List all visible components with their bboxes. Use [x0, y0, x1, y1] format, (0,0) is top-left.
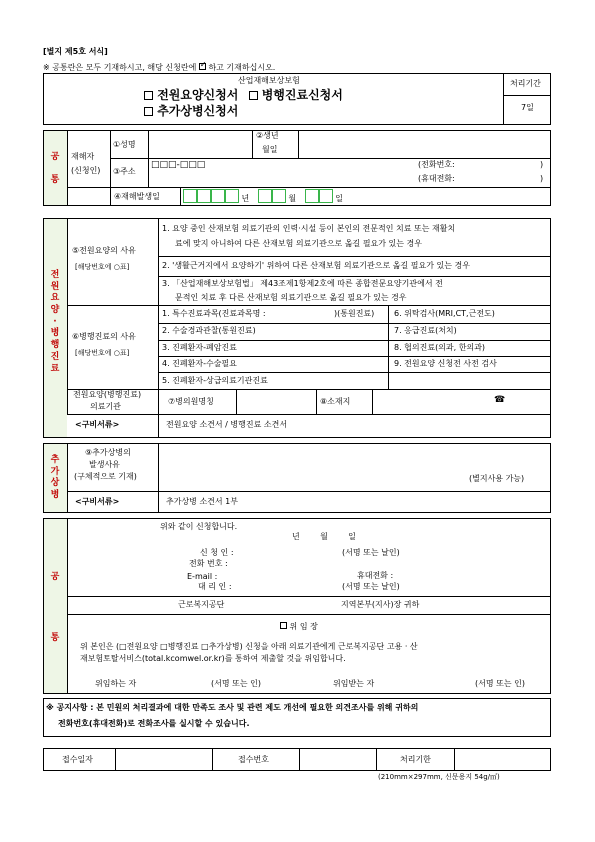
additional-docs-value: 추가상병 소견서 1부: [166, 497, 238, 506]
accident-date-field[interactable]: [183, 189, 343, 203]
accident-date-label: ④재해발생일: [114, 192, 160, 201]
mobile-label: (휴대전화:: [418, 174, 455, 183]
digit-box[interactable]: [319, 189, 333, 203]
hospital-name-field[interactable]: [238, 391, 314, 412]
delegator-label: 위임하는 자: [95, 679, 137, 688]
victim-label: 재해자: [71, 152, 95, 161]
name-label: ①성명: [113, 140, 136, 149]
institution-label-sub: 의료기관: [90, 402, 121, 411]
parallel-reason-5[interactable]: 5. 진폐환자-상급의료기관진료: [162, 376, 268, 385]
birth-field[interactable]: [300, 132, 549, 156]
applicant-phone-label: 전화 번호 :: [189, 559, 228, 568]
phone-label: (전화번호:: [418, 160, 455, 169]
receipt-table: [43, 748, 551, 771]
transfer-docs-label: <구비서류>: [75, 420, 120, 429]
zipcode-field[interactable]: □□□-□□□: [151, 160, 206, 170]
parallel-reason-1[interactable]: 1. 특수진료과목(진료과목명 :: [162, 309, 266, 318]
month-label: 월: [288, 194, 297, 203]
option-parallel-label: 병행진료신청서: [261, 88, 343, 102]
applicant-email-label: E-mail :: [187, 572, 218, 581]
delegation-title: [280, 622, 318, 631]
birth-label: ②생년: [256, 131, 279, 140]
receipt-date-label: 접수일자: [62, 755, 93, 764]
option-transfer[interactable]: [144, 89, 343, 101]
location-label: ⑧소재지: [320, 397, 351, 406]
additional-reason-label-3: (구체적으로 기재): [74, 472, 137, 481]
delegation-title-text: 위 임 장: [289, 622, 318, 631]
application-section-label-1: 공: [50, 572, 60, 582]
parallel-reason-8[interactable]: 8. 협의진료(의과, 한의과): [394, 343, 486, 352]
instruction-note: [43, 60, 276, 72]
branch-recipient: 지역본부(지사)장 귀하: [341, 600, 420, 609]
institution-label: 전원요양(병행진료): [73, 390, 142, 399]
checkbox-icon[interactable]: [144, 91, 153, 100]
phone-close: ): [540, 160, 544, 169]
parallel-reason-note: [해당번호에 ○표]: [75, 349, 130, 357]
digit-box[interactable]: [305, 189, 319, 203]
additional-reason-label-2: 발생사유: [89, 460, 120, 469]
parallel-reason-2[interactable]: 2. 수술경과관찰(통원진료): [162, 326, 256, 335]
transfer-section-label: 전 원 요 양 · 병 행 진 료: [50, 270, 60, 374]
address-label: ③주소: [113, 167, 136, 176]
delegatee-sign[interactable]: (서명 또는 인): [475, 679, 525, 688]
checkbox-icon[interactable]: [144, 107, 153, 116]
digit-box[interactable]: [258, 189, 272, 203]
name-field[interactable]: [150, 132, 250, 156]
digit-box[interactable]: [272, 189, 286, 203]
option-additional-label: 추가상병신청서: [157, 104, 239, 118]
applicant-sign[interactable]: (서명 또는 날인): [342, 548, 400, 557]
transfer-reason-3[interactable]: 3. 「산업재해보상보험법」 제43조제1항제2호에 따른 종합전문요양기관에서 전: [162, 279, 443, 288]
receipt-number-label: 접수번호: [238, 755, 269, 764]
application-statement: 위와 같이 신청합니다.: [160, 522, 238, 531]
option-additional[interactable]: [144, 105, 238, 117]
option-transfer-label: 전원요양신청서: [157, 88, 239, 102]
delegator-sign[interactable]: (서명 또는 인): [211, 679, 261, 688]
parallel-reason-7[interactable]: 7. 응급진료(처치): [394, 326, 457, 335]
agent-sign[interactable]: (서명 또는 날인): [342, 582, 400, 591]
delegation-text-1: 위 본인은 (□전원요양 □병행진료 □추가상병) 신청을 아래 의료기관에게 근로복지공단 고용 · 산: [80, 642, 418, 651]
additional-section-label: 추 가 상 병: [50, 455, 60, 501]
application-section-label-2: 통: [50, 633, 60, 643]
transfer-reason-label: ⑤전원요양의 사유: [72, 246, 136, 255]
birth-label-sub: 월일: [262, 145, 278, 154]
attachment-note: (별지사용 가능): [469, 474, 525, 483]
digit-box[interactable]: [225, 189, 239, 203]
common-section-label: 공 통: [50, 152, 60, 185]
transfer-reason-3b: 문적인 치료 후 다른 산재보험 의료기관으로 옮길 필요가 있는 경우: [175, 293, 407, 302]
application-section: [43, 518, 551, 694]
year-label: 년: [241, 194, 250, 203]
checked-box-icon: ✓: [199, 60, 207, 69]
deadline-label: 처리기한: [400, 755, 431, 764]
delegation-text-2: 재보험토탈서비스(total.kcomwel.or.kr)를 통하여 제출할 것을 위임합니다.: [80, 654, 346, 663]
additional-docs-label: <구비서류>: [75, 497, 120, 506]
form-number: [별지 제5호 서식]: [43, 47, 108, 56]
transfer-reason-1b: 료에 맞지 아니하여 다른 산재보험 의료기관으로 옮길 필요가 있는 경우: [175, 239, 422, 248]
insurance-title: 산업재해보상보험: [238, 76, 300, 85]
notice-line-2: 전화번호(휴대전화)로 전화조사를 실시할 수 있습니다.: [58, 719, 250, 728]
processing-period-label: 처리기간: [510, 79, 541, 88]
location-field[interactable]: [374, 391, 474, 412]
parallel-reason-9[interactable]: 9. 전원요양 신청전 사전 검사: [394, 359, 497, 368]
digit-box[interactable]: [197, 189, 211, 203]
checkbox-icon[interactable]: [280, 622, 287, 629]
parallel-reason-6[interactable]: 6. 위탁검사(MRI,CT,근전도): [394, 309, 495, 318]
delegatee-label: 위임받는 자: [333, 679, 375, 688]
organization-name: 근로복지공단: [178, 600, 225, 609]
parallel-reason-3[interactable]: 3. 진폐환자-폐암진료: [162, 343, 237, 352]
parallel-reason-label: ⑥병행진료의 사유: [72, 332, 136, 341]
paper-spec: (210mm×297mm, 신문용지 54g/㎡): [378, 773, 500, 781]
applicant-mobile-label: 휴대전화 :: [357, 571, 394, 580]
hospital-name-label: ⑦병의원명칭: [168, 397, 214, 406]
transfer-docs-value: 전원요양 소견서 / 병행진료 소견서: [166, 420, 288, 429]
applicant-label: 신 청 인 :: [200, 548, 234, 557]
mobile-close: ): [540, 174, 544, 183]
transfer-reason-1[interactable]: 1. 요양 중인 산재보험 의료기관의 인력·시설 등이 본인의 전문적인 치료 또는 재활치: [162, 224, 456, 233]
application-date[interactable]: 년 월 일: [292, 532, 356, 541]
day-label: 일: [335, 194, 343, 203]
transfer-reason-2[interactable]: 2. '생활근거지에서 요양하기' 위하여 다른 산재보험 의료기관으로 옮길 필요가 있는 경우: [162, 261, 470, 270]
instruction-text: ※ 공통란은 모두 기재하시고, 해당 신청란에: [43, 63, 197, 72]
parallel-reason-1-tail: )(통원진료): [334, 309, 375, 318]
transfer-reason-note: [해당번호에 ○표]: [75, 263, 130, 271]
checkbox-icon[interactable]: [249, 91, 258, 100]
instruction-tail: 하고 기재하십시오.: [208, 63, 276, 72]
processing-period-value: 7일: [521, 103, 534, 112]
notice-line-1: ※ 공지사항 : 본 민원의 처리결과에 대한 만족도 조사 및 관련 제도 개선에 필요한 의견조사를 위해 귀하의: [46, 703, 419, 712]
agent-label: 대 리 인 :: [198, 582, 232, 591]
parallel-reason-4[interactable]: 4. 진폐환자-수술필요: [162, 359, 237, 368]
phone-icon: ☎: [494, 395, 506, 405]
additional-reason-label: ⑨추가상병의: [85, 448, 131, 457]
victim-label-sub: (신청인): [71, 166, 101, 175]
digit-box[interactable]: [211, 189, 225, 203]
digit-box[interactable]: [183, 189, 197, 203]
